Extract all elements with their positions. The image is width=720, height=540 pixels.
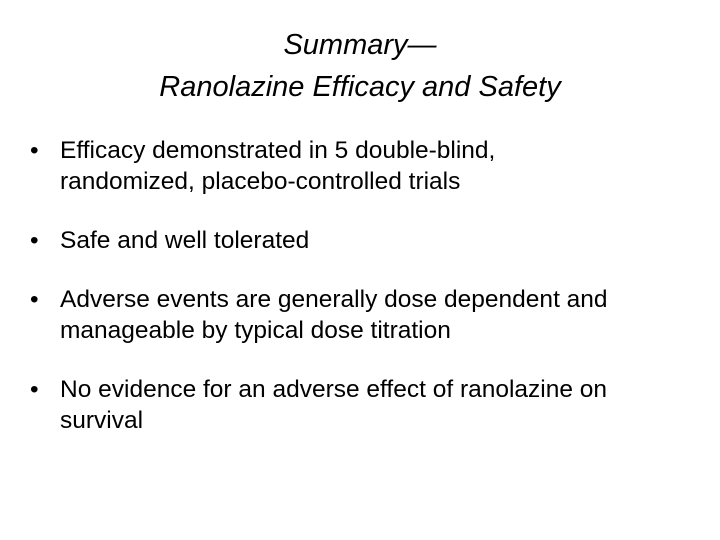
bullet-item-adverse-events [30,284,720,346]
title-line-1: Summary— [283,29,437,61]
slide-title [60,24,660,108]
bullet-icon: • [30,376,39,403]
bullet-text-line: No evidence for an adverse effect of ranolazine on [60,376,608,403]
bullet-text-line: Adverse events are generally dose dependent and [60,286,608,313]
bullet-icon: • [30,137,39,164]
bullet-icon: • [30,227,39,254]
bullet-item-safety [30,225,720,256]
title-line-2: Ranolazine Efficacy and Safety [159,71,561,103]
bullet-icon: • [30,286,39,313]
bullet-text-line: survival [60,407,144,434]
bullet-item-efficacy [30,135,720,197]
bullet-item-survival [30,374,720,436]
bullet-text-line: Safe and well tolerated [60,227,310,254]
bullet-text-line: Efficacy demonstrated in 5 double-blind, [60,137,496,164]
bullet-list [30,135,720,436]
bullet-text-line: randomized, placebo-controlled trials [60,168,461,195]
bullet-text-line: manageable by typical dose titration [60,317,451,344]
